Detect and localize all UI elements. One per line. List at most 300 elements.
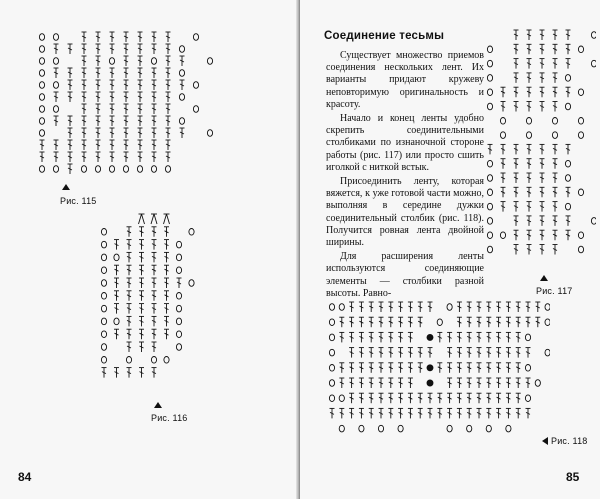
stitch-symbol — [496, 408, 501, 418]
stitch-symbol — [540, 187, 545, 197]
stitch-symbol — [139, 252, 144, 262]
stitch-symbol — [516, 393, 521, 403]
stitch-symbol — [110, 152, 115, 162]
stitch-symbol — [566, 144, 571, 154]
stitch-symbol — [68, 92, 73, 102]
stitch-symbol — [514, 30, 519, 40]
stitch-symbol — [566, 59, 571, 69]
stitch-symbol — [82, 80, 87, 90]
chain-symbol — [101, 280, 106, 287]
stitch-symbol — [369, 302, 374, 312]
stitch-symbol — [388, 302, 393, 312]
chain-symbol — [109, 58, 114, 65]
stitch-symbol — [359, 408, 364, 418]
stitch-symbol — [54, 68, 59, 78]
stitch-symbol — [164, 265, 169, 275]
chain-symbol — [179, 70, 184, 77]
page-number: 84 — [18, 470, 32, 484]
stitch-symbol — [398, 378, 403, 388]
stitch-symbol — [138, 104, 143, 114]
chain-symbol — [500, 132, 505, 139]
chain-symbol — [114, 318, 119, 325]
chain-symbol — [552, 118, 557, 125]
chain-symbol — [526, 118, 531, 125]
stitch-symbol — [110, 104, 115, 114]
stitch-symbol — [152, 140, 157, 150]
stitch-symbol — [496, 332, 501, 342]
stitch-symbol — [398, 363, 403, 373]
stitch-symbol — [408, 378, 413, 388]
chain-symbol — [329, 349, 334, 356]
stitch-symbol — [139, 316, 144, 326]
stitch-symbol — [496, 393, 501, 403]
stitch-symbol — [96, 152, 101, 162]
stitch-symbol — [467, 363, 472, 373]
stitch-symbol — [114, 291, 119, 301]
stitch-symbol — [540, 202, 545, 212]
chain-symbol — [39, 130, 44, 137]
stitch-symbol — [152, 80, 157, 90]
stitch-symbol — [540, 173, 545, 183]
stitch-symbol — [553, 73, 558, 83]
stitch-symbol — [501, 202, 506, 212]
chain-symbol — [176, 331, 181, 338]
stitch-symbol — [527, 87, 532, 97]
stitch-symbol — [114, 368, 119, 378]
stitch-symbol — [418, 302, 423, 312]
stitch-symbol — [166, 56, 171, 66]
stitch-symbol — [68, 116, 73, 126]
chain-symbol — [578, 189, 583, 196]
stitch-symbol — [127, 342, 132, 352]
stitch-symbol — [127, 368, 132, 378]
chain-symbol — [101, 267, 106, 274]
chain-symbol — [39, 70, 44, 77]
stitch-symbol — [379, 393, 384, 403]
stitch-symbol — [527, 30, 532, 40]
stitch-symbol — [124, 32, 129, 42]
stitch-symbol — [339, 317, 344, 327]
stitch-symbol — [516, 302, 521, 312]
stitch-symbol — [566, 216, 571, 226]
stitch-symbol — [166, 68, 171, 78]
stitch-symbol — [408, 363, 413, 373]
crochet-chart-117 — [484, 28, 596, 260]
stitch-symbol — [553, 102, 558, 112]
section-title: Соединение тесьмы — [324, 30, 445, 42]
chain-symbol — [535, 380, 540, 387]
stitch-symbol — [96, 104, 101, 114]
stitch-symbol — [152, 278, 157, 288]
stitch-symbol — [152, 304, 157, 314]
chain-symbol — [526, 132, 531, 139]
stitch-symbol — [152, 240, 157, 250]
stitch-symbol — [180, 128, 185, 138]
stitch-symbol — [447, 332, 452, 342]
stitch-symbol — [566, 187, 571, 197]
stitch-symbol — [139, 342, 144, 352]
stitch-symbol — [527, 144, 532, 154]
stitch-symbol — [527, 44, 532, 54]
stitch-symbol — [501, 87, 506, 97]
chain-symbol — [176, 305, 181, 312]
stitch-symbol — [96, 80, 101, 90]
chain-symbol — [151, 166, 156, 173]
chain-symbol — [123, 166, 128, 173]
stitch-symbol — [164, 291, 169, 301]
stitch-symbol — [566, 44, 571, 54]
chain-symbol — [578, 132, 583, 139]
chain-symbol — [565, 203, 570, 210]
chain-symbol — [329, 365, 334, 372]
chain-symbol — [101, 254, 106, 261]
figure-caption: Рис. 118 — [551, 436, 588, 446]
chain-symbol — [578, 118, 583, 125]
stitch-symbol — [527, 245, 532, 255]
stitch-symbol — [535, 317, 540, 327]
stitch-symbol — [408, 317, 413, 327]
stitch-symbol — [138, 56, 143, 66]
stitch-symbol — [359, 317, 364, 327]
stitch-symbol — [516, 317, 521, 327]
stitch-symbol — [114, 329, 119, 339]
stitch-symbol — [54, 140, 59, 150]
cluster-symbol — [139, 214, 145, 224]
stitch-symbol — [379, 378, 384, 388]
cluster-symbol — [164, 214, 170, 224]
stitch-symbol — [506, 393, 511, 403]
stitch-symbol — [418, 348, 423, 358]
stitch-symbol — [164, 240, 169, 250]
stitch-symbol — [68, 164, 73, 174]
chain-symbol — [179, 118, 184, 125]
stitch-symbol — [553, 59, 558, 69]
chain-symbol — [487, 203, 492, 210]
stitch-symbol — [526, 302, 531, 312]
stitch-symbol — [124, 104, 129, 114]
stitch-symbol — [152, 68, 157, 78]
stitch-symbol — [139, 278, 144, 288]
stitch-symbol — [166, 80, 171, 90]
stitch-symbol — [437, 408, 442, 418]
stitch-symbol — [359, 363, 364, 373]
stitch-symbol — [428, 393, 433, 403]
chain-symbol — [126, 357, 131, 364]
stitch-symbol — [486, 332, 491, 342]
stitch-symbol — [96, 44, 101, 54]
stitch-symbol — [488, 144, 493, 154]
chain-symbol — [487, 246, 492, 253]
chain-symbol — [487, 175, 492, 182]
stitch-symbol — [496, 378, 501, 388]
stitch-symbol — [330, 408, 335, 418]
chain-symbol — [329, 334, 334, 341]
stitch-symbol — [496, 348, 501, 358]
stitch-symbol — [457, 332, 462, 342]
chain-symbol — [525, 334, 530, 341]
chain-symbol — [329, 380, 334, 387]
stitch-symbol — [506, 332, 511, 342]
stitch-symbol — [477, 408, 482, 418]
stitch-symbol — [68, 128, 73, 138]
stitch-symbol — [138, 68, 143, 78]
stitch-symbol — [82, 152, 87, 162]
stitch-symbol — [96, 116, 101, 126]
stitch-symbol — [477, 332, 482, 342]
stitch-symbol — [54, 152, 59, 162]
chain-symbol — [114, 254, 119, 261]
stitch-symbol — [127, 329, 132, 339]
stitch-symbol — [152, 128, 157, 138]
stitch-symbol — [82, 68, 87, 78]
chain-symbol — [189, 280, 194, 287]
chain-symbol — [193, 34, 198, 41]
chain-symbol — [151, 357, 156, 364]
stitch-symbol — [54, 44, 59, 54]
stitch-symbol — [526, 378, 531, 388]
stitch-symbol — [437, 363, 442, 373]
stitch-symbol — [152, 316, 157, 326]
chain-symbol — [578, 246, 583, 253]
stitch-symbol — [553, 202, 558, 212]
stitch-symbol — [553, 87, 558, 97]
stitch-symbol — [477, 378, 482, 388]
stitch-symbol — [514, 245, 519, 255]
stitch-symbol — [124, 56, 129, 66]
stitch-symbol — [110, 140, 115, 150]
chain-symbol — [39, 166, 44, 173]
figure-caption: Рис. 115 — [60, 196, 97, 206]
stitch-symbol — [514, 159, 519, 169]
stitch-symbol — [339, 408, 344, 418]
chain-symbol — [101, 357, 106, 364]
stitch-symbol — [467, 332, 472, 342]
stitch-symbol — [379, 348, 384, 358]
chain-symbol — [53, 58, 58, 65]
stitch-symbol — [166, 116, 171, 126]
stitch-symbol — [139, 291, 144, 301]
stitch-symbol — [138, 152, 143, 162]
stitch-symbol — [514, 44, 519, 54]
stitch-symbol — [166, 92, 171, 102]
stitch-symbol — [127, 278, 132, 288]
stitch-symbol — [527, 216, 532, 226]
chain-symbol — [525, 365, 530, 372]
chain-symbol — [565, 160, 570, 167]
stitch-symbol — [127, 304, 132, 314]
chain-symbol — [101, 318, 106, 325]
chain-symbol — [578, 89, 583, 96]
stitch-symbol — [127, 240, 132, 250]
stitch-symbol — [477, 393, 482, 403]
stitch-symbol — [152, 32, 157, 42]
stitch-symbol — [102, 368, 107, 378]
chain-symbol — [53, 106, 58, 113]
stitch-symbol — [501, 187, 506, 197]
stitch-symbol — [527, 187, 532, 197]
stitch-symbol — [339, 332, 344, 342]
stitch-symbol — [527, 159, 532, 169]
stitch-symbol — [164, 304, 169, 314]
stitch-symbol — [139, 265, 144, 275]
stitch-symbol — [553, 230, 558, 240]
stitch-symbol — [68, 140, 73, 150]
stitch-symbol — [506, 317, 511, 327]
stitch-symbol — [166, 128, 171, 138]
stitch-symbol — [540, 87, 545, 97]
stitch-symbol — [457, 348, 462, 358]
stitch-symbol — [388, 393, 393, 403]
stitch-symbol — [82, 56, 87, 66]
stitch-symbol — [540, 159, 545, 169]
stitch-symbol — [124, 44, 129, 54]
stitch-symbol — [486, 348, 491, 358]
chain-symbol — [545, 319, 550, 326]
stitch-symbol — [477, 348, 482, 358]
stitch-symbol — [349, 317, 354, 327]
chain-symbol — [53, 82, 58, 89]
stitch-symbol — [486, 317, 491, 327]
chain-symbol — [176, 293, 181, 300]
stitch-symbol — [139, 368, 144, 378]
stitch-symbol — [379, 332, 384, 342]
stitch-symbol — [339, 363, 344, 373]
chain-symbol — [39, 58, 44, 65]
chain-symbol — [329, 319, 334, 326]
stitch-symbol — [566, 230, 571, 240]
chain-symbol — [487, 189, 492, 196]
chain-symbol — [176, 254, 181, 261]
stitch-symbol — [110, 128, 115, 138]
stitch-symbol — [124, 68, 129, 78]
stitch-symbol — [527, 59, 532, 69]
chain-symbol — [164, 357, 169, 364]
stitch-symbol — [359, 393, 364, 403]
stitch-symbol — [457, 393, 462, 403]
stitch-symbol — [526, 408, 531, 418]
stitch-symbol — [514, 59, 519, 69]
stitch-symbol — [110, 92, 115, 102]
stitch-symbol — [68, 68, 73, 78]
chain-symbol — [165, 166, 170, 173]
stitch-symbol — [68, 152, 73, 162]
stitch-symbol — [369, 393, 374, 403]
chain-symbol — [176, 318, 181, 325]
stitch-symbol — [516, 378, 521, 388]
chain-symbol — [193, 82, 198, 89]
stitch-symbol — [359, 302, 364, 312]
stitch-symbol — [127, 316, 132, 326]
stitch-symbol — [359, 332, 364, 342]
chain-symbol — [101, 241, 106, 248]
stitch-symbol — [535, 302, 540, 312]
stitch-symbol — [110, 116, 115, 126]
chain-symbol — [487, 46, 492, 53]
arrow-up-icon — [540, 275, 548, 281]
crochet-chart-118 — [326, 300, 550, 452]
stitch-symbol — [527, 230, 532, 240]
stitch-symbol — [349, 393, 354, 403]
chain-symbol — [565, 75, 570, 82]
stitch-symbol — [486, 393, 491, 403]
stitch-symbol — [166, 104, 171, 114]
stitch-symbol — [477, 363, 482, 373]
stitch-symbol — [457, 378, 462, 388]
chain-symbol — [39, 46, 44, 53]
stitch-symbol — [166, 44, 171, 54]
chain-symbol — [467, 425, 472, 432]
stitch-symbol — [138, 128, 143, 138]
stitch-symbol — [82, 92, 87, 102]
chain-symbol — [101, 344, 106, 351]
stitch-symbol — [428, 302, 433, 312]
stitch-symbol — [457, 363, 462, 373]
stitch-symbol — [164, 316, 169, 326]
stitch-symbol — [164, 252, 169, 262]
stitch-symbol — [540, 216, 545, 226]
stitch-symbol — [369, 363, 374, 373]
figure-caption: Рис. 117 — [536, 286, 573, 296]
stitch-symbol — [82, 140, 87, 150]
stitch-symbol — [166, 152, 171, 162]
stitch-symbol — [68, 44, 73, 54]
stitch-symbol — [152, 329, 157, 339]
stitch-symbol — [110, 80, 115, 90]
paragraph: Для расширения ленты используются соединяющие элементы — столбики разной высоты. Равно- — [326, 251, 484, 299]
chain-symbol — [487, 103, 492, 110]
stitch-symbol — [339, 378, 344, 388]
stitch-symbol — [514, 102, 519, 112]
chain-symbol — [506, 425, 511, 432]
stitch-symbol — [127, 227, 132, 237]
stitch-symbol — [359, 348, 364, 358]
stitch-symbol — [398, 317, 403, 327]
chain-symbol — [189, 229, 194, 236]
stitch-symbol — [553, 159, 558, 169]
stitch-symbol — [152, 265, 157, 275]
stitch-symbol — [516, 408, 521, 418]
stitch-symbol — [398, 332, 403, 342]
stitch-symbol — [152, 252, 157, 262]
chain-symbol — [552, 132, 557, 139]
chain-symbol — [339, 425, 344, 432]
stitch-symbol — [408, 393, 413, 403]
chain-symbol — [487, 232, 492, 239]
page-number: 85 — [566, 470, 580, 484]
stitch-symbol — [457, 302, 462, 312]
stitch-symbol — [553, 187, 558, 197]
stitch-symbol — [408, 302, 413, 312]
chain-symbol — [39, 82, 44, 89]
chain-symbol — [578, 232, 583, 239]
chain-symbol — [101, 293, 106, 300]
stitch-symbol — [369, 378, 374, 388]
chain-symbol — [53, 34, 58, 41]
stitch-symbol — [514, 216, 519, 226]
stitch-symbol — [514, 230, 519, 240]
stitch-symbol — [467, 408, 472, 418]
stitch-symbol — [139, 329, 144, 339]
chain-symbol — [359, 425, 364, 432]
stitch-symbol — [388, 378, 393, 388]
stitch-symbol — [40, 140, 45, 150]
chain-symbol — [101, 331, 106, 338]
stitch-symbol — [388, 408, 393, 418]
stitch-symbol — [506, 348, 511, 358]
stitch-symbol — [124, 92, 129, 102]
chain-symbol — [101, 229, 106, 236]
stitch-symbol — [388, 348, 393, 358]
